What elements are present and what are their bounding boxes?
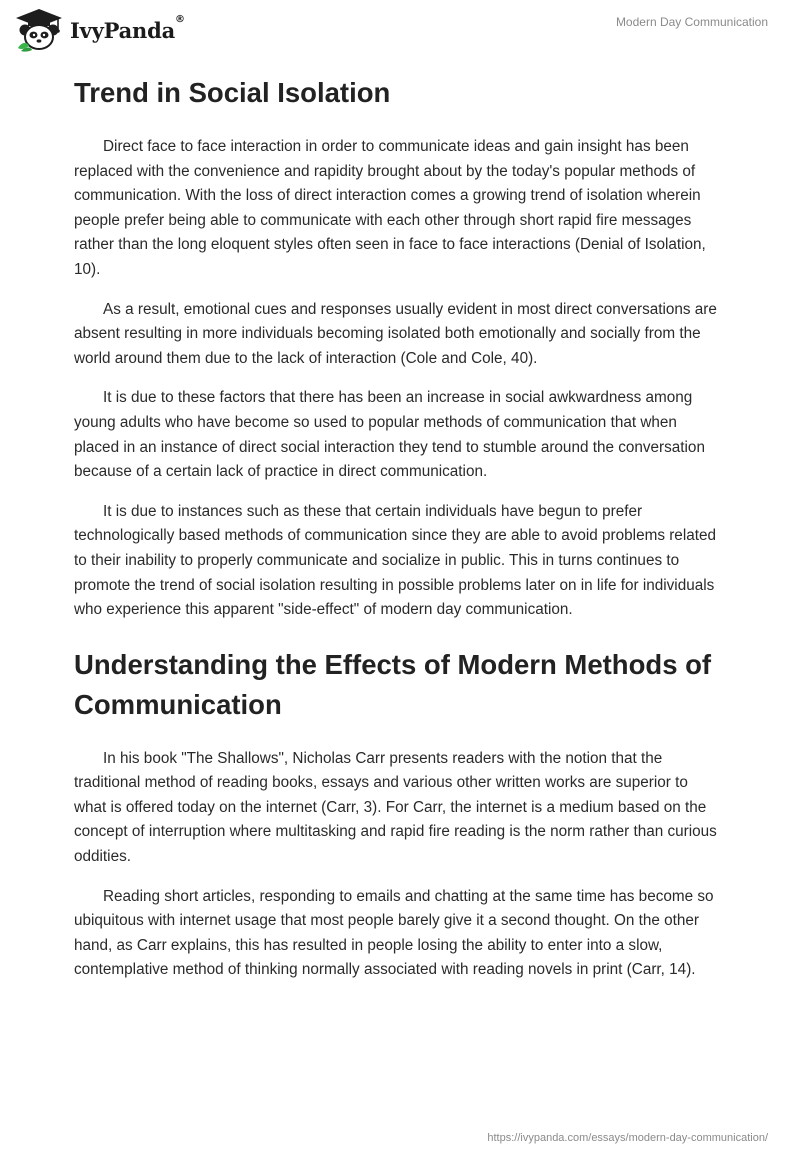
logo-wordmark: IvyPanda® xyxy=(70,13,185,43)
paragraph: Direct face to face interaction in order to communicate ideas and gain insight has been replaced with the convenience and rapidity brought about by the today's popular methods of communication. With the loss of direct interaction comes a growing trend of isolation wherein people prefer being able to communicate with each other through short rapid fire messages rather than the long eloquent styles often seen in face to face interactions (Denial of Isolation, 10). xyxy=(74,138,706,278)
panda-graduation-cap-icon xyxy=(14,8,64,52)
paragraph: It is due to instances such as these that certain individuals have begun to prefer technologically based methods of communication since they are able to avoid problems related to their inability to properly communicate and socialize in public. This in turns continues to promote the trend of social isolation resulting in possible problems later on in life for individuals who experience this apparent "side-effect" of modern day communication. xyxy=(74,502,716,619)
paragraph: In his book "The Shallows", Nicholas Carr presents readers with the notion that the traditional method of reading books, essays and various other written works are superior to what is offered today on the internet (Carr, 3). For Carr, the internet is a medium based on the concept of interruption where multitasking and rapid fire reading is the norm rather than curious oddities. xyxy=(74,749,717,866)
essay-content xyxy=(74,68,724,998)
document-title: Modern Day Communication xyxy=(615,15,768,29)
page-header xyxy=(0,0,800,62)
section-heading-social-isolation: Trend in Social Isolation xyxy=(74,77,391,108)
ivypanda-logo[interactable] xyxy=(14,8,185,52)
source-url[interactable]: https://ivypanda.com/essays/modern-day-communication/ xyxy=(487,1132,768,1144)
paragraph: As a result, emotional cues and responses usually evident in most direct conversations are absent resulting in more individuals becoming isolated both emotionally and socially from the world around them due to the lack of interaction (Cole and Cole, 40). xyxy=(74,300,717,367)
paragraph: It is due to these factors that there has been an increase in social awkwardness among young adults who have become so used to popular methods of communication that when placed in an instance of direct social interaction they tend to stumble around the conversation because of a certain lack of practice in direct communication. xyxy=(74,389,705,481)
paragraph: Reading short articles, responding to emails and chatting at the same time has become so ubiquitous with internet usage that most people barely give it a second thought. On the other hand, as Carr explains, this has resulted in people losing the ability to enter into a slow, contemplative method of thinking normally associated with reading novels in print (Carr, 14). xyxy=(74,887,714,979)
section-heading-understanding-effects: Understanding the Effects of Modern Methods of Communication xyxy=(74,648,712,720)
